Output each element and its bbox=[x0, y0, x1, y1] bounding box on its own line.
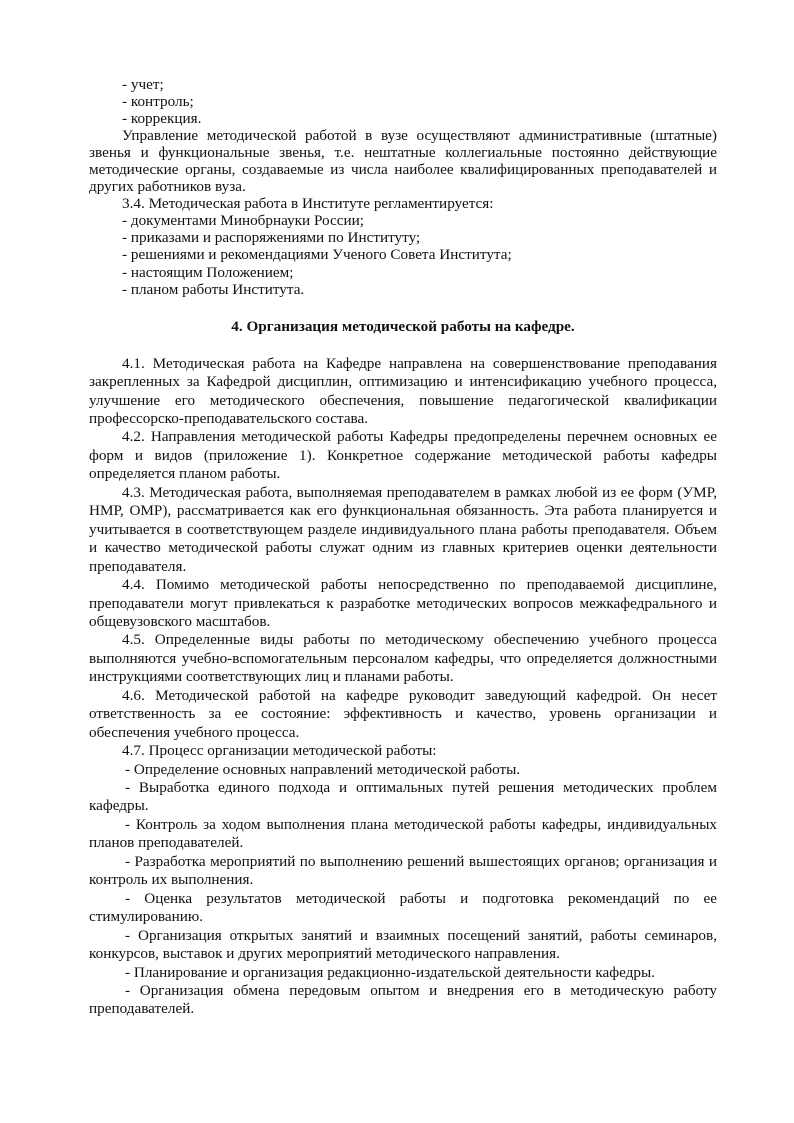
section-4-body bbox=[89, 355, 717, 1019]
process-item: - Организация обмена передовым опытом и внедрения его в методическую работу преподавателей. bbox=[89, 982, 717, 1018]
regulation-intro: 3.4. Методическая работа в Институте регламентируется: bbox=[122, 195, 494, 213]
list-item: - документами Минобрнауки России; bbox=[122, 212, 364, 230]
paragraph-4-5: 4.5. Определенные виды работы по методическому обеспечению учебного процесса выполняются учебно-вспомогательным персоналом кафедры, что определяется должностными инструкциями соответствующих лиц и планами работы. bbox=[89, 631, 717, 686]
paragraph-4-3: 4.3. Методическая работа, выполняемая преподавателем в рамках любой из ее форм (УМР, НМР, ОМР), рассматривается как его функциональная обязанность. Эта работа планируется и учитывается в соответствующем разделе индивидуального плана работы преподавателя. Объем и качество методической работы служат одним из главных критериев оценки деятельности преподавателя. bbox=[89, 483, 717, 575]
list-item: - коррекция. bbox=[122, 110, 202, 128]
list-item: - настоящим Положением; bbox=[122, 263, 294, 281]
management-paragraph: Управление методической работой в вузе осуществляют административные (штатные) звенья и функциональные звенья, т.е. нештатные коллегиальные постоянно действующие методические органы, создаваемые из числа наиболее квалифицированных преподавателей и других работников вуза. bbox=[89, 127, 717, 196]
paragraph-4-1: 4.1. Методическая работа на Кафедре направлена на совершенствование преподавания закрепленных за Кафедрой дисциплин, оптимизацию и интенсификацию учебного процесса, улучшение его методического обеспечения, повышение педагогической квалификации профессорско-преподавательского состава. bbox=[89, 354, 717, 427]
paragraph-4-4: 4.4. Помимо методической работы непосредственно по преподаваемой дисциплине, преподаватели могут привлекаться к разработке методических вопросов межкафедрального и общевузовского масштабов. bbox=[89, 576, 717, 630]
process-item: - Разработка мероприятий по выполнению решений вышестоящих органов; организация и контроль их выполнения. bbox=[89, 852, 717, 889]
paragraph-4-7: 4.7. Процесс организации методической работы: bbox=[122, 742, 437, 760]
process-item: - Организация открытых занятий и взаимных посещений занятий, работы семинаров, конкурсов, выставок и других мероприятий методического направления. bbox=[89, 926, 717, 963]
process-item: - Планирование и организация редакционно-издательской деятельности кафедры. bbox=[125, 963, 655, 981]
paragraph-4-6: 4.6. Методической работой на кафедре руководит заведующий кафедрой. Он несет ответственность за ее состояние: эффективность и качество, уровень организации и обеспечения учебного процесса. bbox=[89, 686, 717, 741]
process-item: - Определение основных направлений методической работы. bbox=[125, 760, 521, 778]
process-item: - Контроль за ходом выполнения плана методической работы кафедры, индивидуальных планов преподавателей. bbox=[89, 815, 717, 852]
section-3-continuation bbox=[89, 76, 717, 298]
list-item: - контроль; bbox=[122, 93, 194, 111]
list-item: - планом работы Института. bbox=[122, 280, 305, 298]
list-item: - учет; bbox=[122, 76, 164, 93]
paragraph-4-2: 4.2. Направления методической работы Кафедры предопределены перечнем основных ее форм и видов (приложение 1). Конкретное содержание методической работы кафедры определяется планом работы. bbox=[89, 428, 717, 483]
process-item: - Оценка результатов методической работы и подготовка рекомендаций по ее стимулированию. bbox=[89, 889, 717, 926]
section-heading: 4. Организация методической работы на кафедре. bbox=[231, 317, 575, 335]
document-page bbox=[89, 76, 717, 1019]
list-item: - решениями и рекомендациями Ученого Совета Института; bbox=[122, 246, 512, 264]
process-item: - Выработка единого подхода и оптимальных путей решения методических проблем кафедры. bbox=[89, 779, 717, 815]
list-item: - приказами и распоряжениями по Институту; bbox=[122, 229, 421, 247]
